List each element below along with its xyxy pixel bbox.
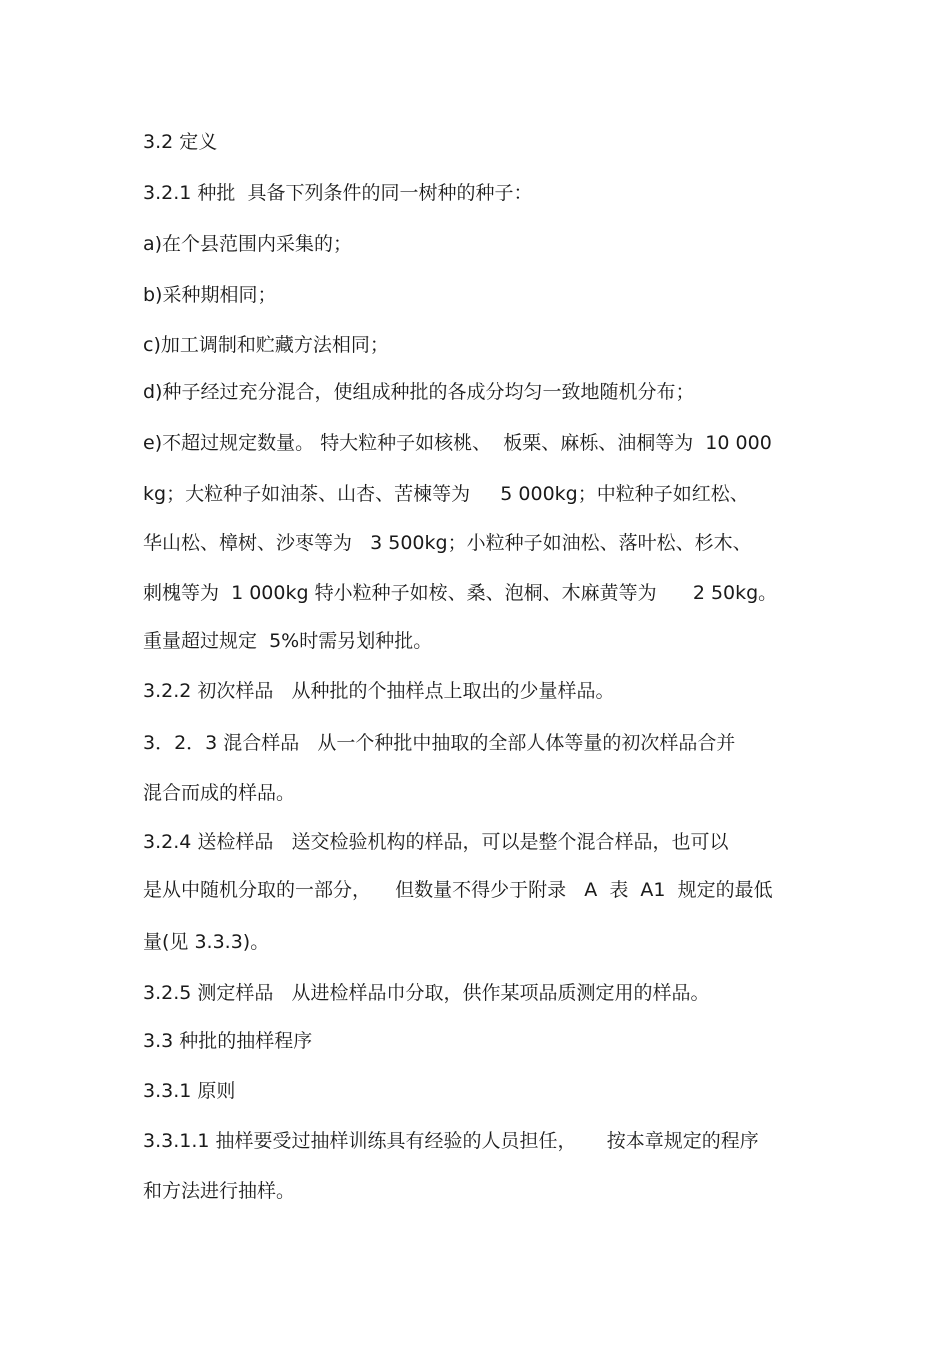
list-item-c: c)加工调制和贮藏方法相同； xyxy=(143,334,389,356)
section-heading-3-3: 3.3 种批的抽样程序 xyxy=(143,1030,313,1052)
list-item-e-line-5: 重量超过规定 5%时需另划种批。 xyxy=(143,630,433,652)
paragraph-3-2-1: 3.2.1 种批 具备下列条件的同一树种的种子： xyxy=(143,182,533,204)
list-item-b: b)采种期相同； xyxy=(143,284,277,306)
subsection-heading-3-3-1: 3.3.1 原则 xyxy=(143,1080,236,1102)
section-heading-3-2: 3.2 定义 xyxy=(143,131,218,153)
paragraph-3-2-3-line-2: 混合而成的样品。 xyxy=(143,782,296,804)
list-item-e-line-4: 刺槐等为 1 000kg 特小粒种子如桉、桑、泡桐、木麻黄等为 2 50kg。 xyxy=(143,582,778,604)
list-item-e-line-3: 华山松、樟树、沙枣等为 3 500kg；小粒种子如油松、落叶松、杉木、 xyxy=(143,532,752,554)
paragraph-3-2-3-line-1: 3．2．3 混合样品 从一个种批中抽取的全部人体等量的初次样品合并 xyxy=(143,732,736,754)
list-item-a: a)在个县范围内采集的； xyxy=(143,233,353,255)
paragraph-3-3-1-1-line-1: 3.3.1.1 抽样要受过抽样训练具有经验的人员担任， 按本章规定的程序 xyxy=(143,1130,759,1152)
list-item-e-line-2: kg；大粒种子如油茶、山杏、苦楝等为 5 000kg；中粒种子如红松、 xyxy=(143,483,749,505)
list-item-d: d)种子经过充分混合，使组成种批的各成分均匀一致地随机分布； xyxy=(143,381,695,403)
paragraph-3-2-2: 3.2.2 初次样品 从种批的个抽样点上取出的少量样品。 xyxy=(143,680,615,702)
paragraph-3-2-4-line-2: 是从中随机分取的一部分， 但数量不得少于附录 A 表 A1 规定的最低 xyxy=(143,879,773,901)
paragraph-3-2-4-line-3: 量(见 3.3.3)。 xyxy=(143,931,270,953)
list-item-e-line-1: e)不超过规定数量。 特大粒种子如核桃、 板栗、麻栎、油桐等为 10 000 xyxy=(143,432,772,454)
paragraph-3-2-5: 3.2.5 测定样品 从进检样品巾分取，供作某项品质测定用的样品。 xyxy=(143,982,710,1004)
paragraph-3-2-4-line-1: 3.2.4 送检样品 送交检验机构的样品，可以是整个混合样品，也可以 xyxy=(143,831,729,853)
paragraph-3-3-1-1-line-2: 和方法进行抽样。 xyxy=(143,1180,296,1202)
